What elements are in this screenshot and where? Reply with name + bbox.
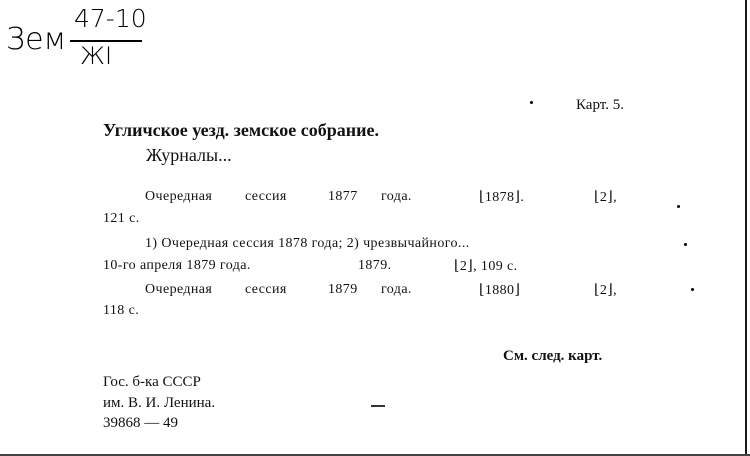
entry2-date: 10-го апреля 1879 года. [103, 258, 251, 273]
speck [684, 243, 687, 246]
entry1-word1: Очередная [145, 189, 213, 204]
entry3-pages: 118 с. [103, 303, 140, 318]
handwritten-prefix: Зем [6, 22, 67, 57]
entry3-word2: сессия [245, 282, 287, 297]
entry1-word2: сессия [245, 189, 287, 204]
entry3-volumes: ⌊2⌋, [594, 283, 618, 298]
entry3-word3: года. [381, 282, 412, 297]
entry1-pubyear: ⌊1878⌋. [479, 190, 525, 205]
speck [691, 288, 694, 291]
library-dedication: им. В. И. Ленина. [103, 395, 216, 411]
entry1-year: 1877 [328, 189, 358, 204]
card-heading: Угличское уезд. земское собрание. [103, 120, 380, 140]
speck [530, 101, 533, 104]
card-subheading: Журналы... [146, 145, 232, 165]
entry2-volumes-pages: ⌊2⌋, 109 с. [454, 259, 518, 274]
entry1-volumes: ⌊2⌋, [594, 190, 618, 205]
entry2-pubyear: 1879. [358, 258, 392, 273]
see-next-card: См. след. карт. [503, 348, 603, 364]
library-print-number: 39868 — 49 [103, 415, 178, 431]
entry1-pages: 121 с. [103, 211, 140, 226]
pen-mark [371, 405, 385, 407]
entry3-word1: Очередная [145, 282, 213, 297]
handwritten-numerator: 47-10 [74, 4, 147, 33]
speck [677, 205, 680, 208]
handwritten-denominator: ЖI [80, 42, 113, 70]
library-name: Гос. б-ка СССР [103, 374, 201, 390]
entry2-line1: 1) Очередная сессия 1878 года; 2) чрезвычайного... [145, 236, 470, 251]
entry3-year: 1879 [328, 282, 358, 297]
entry1-word3: года. [381, 189, 412, 204]
entry3-pubyear: ⌊1880⌋ [479, 283, 521, 298]
card-number: Карт. 5. [576, 97, 624, 113]
card-right-edge [745, 0, 747, 456]
